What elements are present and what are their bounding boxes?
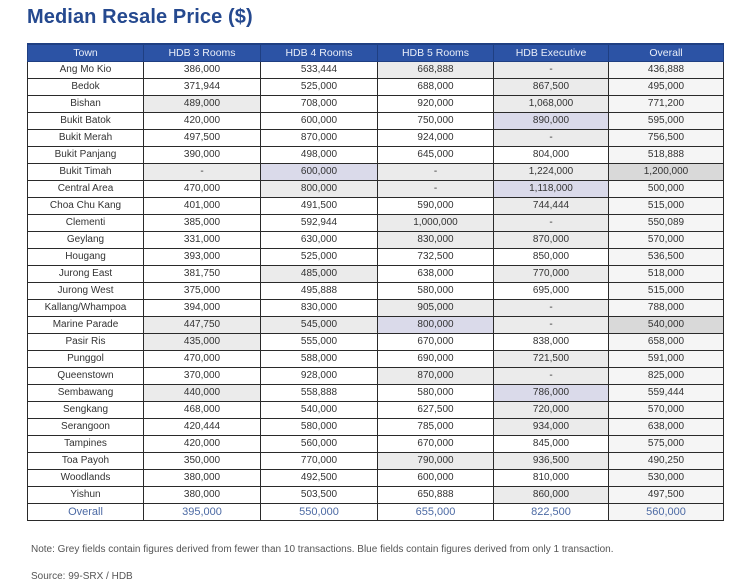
- cell-hdb-4-rooms: 495,888: [261, 283, 378, 300]
- table-row: [28, 181, 724, 198]
- table-row: [28, 351, 724, 368]
- column-header-hdb-3-rooms: HDB 3 Rooms: [144, 44, 261, 62]
- cell-hdb-4-rooms: 498,000: [261, 147, 378, 164]
- cell-hdb-3-rooms: 380,000: [144, 470, 261, 487]
- cell-hdb-5-rooms: 750,000: [378, 113, 494, 130]
- cell-town: Bukit Batok: [28, 113, 144, 130]
- cell-town: Sengkang: [28, 402, 144, 419]
- cell-hdb-5-rooms: 668,888: [378, 62, 494, 79]
- cell-town: Jurong West: [28, 283, 144, 300]
- cell-hdb-4-rooms: 533,444: [261, 62, 378, 79]
- cell-overall: 788,000: [609, 300, 724, 317]
- cell-town: Pasir Ris: [28, 334, 144, 351]
- cell-hdb-3-rooms: 395,000: [144, 504, 261, 521]
- cell-hdb-3-rooms: 331,000: [144, 232, 261, 249]
- table-row: [28, 198, 724, 215]
- cell-hdb-executive: 810,000: [494, 470, 609, 487]
- cell-hdb-3-rooms: 470,000: [144, 181, 261, 198]
- cell-hdb-executive: 822,500: [494, 504, 609, 521]
- cell-town: Overall: [28, 504, 144, 521]
- cell-hdb-5-rooms: 800,000: [378, 317, 494, 334]
- table-row: [28, 436, 724, 453]
- cell-overall: 436,888: [609, 62, 724, 79]
- table-header-row: [28, 44, 724, 62]
- cell-hdb-5-rooms: 638,000: [378, 266, 494, 283]
- cell-hdb-executive: -: [494, 300, 609, 317]
- cell-overall: 518,000: [609, 266, 724, 283]
- table-row: [28, 402, 724, 419]
- column-header-hdb-5-rooms: HDB 5 Rooms: [378, 44, 494, 62]
- cell-hdb-4-rooms: 870,000: [261, 130, 378, 147]
- cell-hdb-executive: -: [494, 215, 609, 232]
- cell-hdb-3-rooms: 350,000: [144, 453, 261, 470]
- cell-hdb-3-rooms: 497,500: [144, 130, 261, 147]
- cell-hdb-3-rooms: 401,000: [144, 198, 261, 215]
- cell-overall: 756,500: [609, 130, 724, 147]
- cell-overall: 540,000: [609, 317, 724, 334]
- cell-hdb-3-rooms: 435,000: [144, 334, 261, 351]
- table-row: [28, 215, 724, 232]
- cell-hdb-4-rooms: 540,000: [261, 402, 378, 419]
- cell-hdb-5-rooms: 732,500: [378, 249, 494, 266]
- page-title: Median Resale Price ($): [27, 6, 253, 28]
- cell-hdb-5-rooms: 830,000: [378, 232, 494, 249]
- table-row: [28, 266, 724, 283]
- cell-overall: 560,000: [609, 504, 724, 521]
- cell-hdb-executive: -: [494, 130, 609, 147]
- cell-hdb-4-rooms: 580,000: [261, 419, 378, 436]
- cell-town: Sembawang: [28, 385, 144, 402]
- cell-hdb-4-rooms: 491,500: [261, 198, 378, 215]
- cell-hdb-5-rooms: -: [378, 181, 494, 198]
- cell-hdb-4-rooms: 503,500: [261, 487, 378, 504]
- cell-town: Woodlands: [28, 470, 144, 487]
- cell-hdb-4-rooms: 550,000: [261, 504, 378, 521]
- cell-town: Marine Parade: [28, 317, 144, 334]
- cell-hdb-4-rooms: 800,000: [261, 181, 378, 198]
- cell-hdb-5-rooms: 580,000: [378, 283, 494, 300]
- cell-hdb-5-rooms: 1,000,000: [378, 215, 494, 232]
- cell-hdb-executive: 786,000: [494, 385, 609, 402]
- cell-hdb-3-rooms: 394,000: [144, 300, 261, 317]
- cell-hdb-5-rooms: 688,000: [378, 79, 494, 96]
- cell-hdb-executive: 1,224,000: [494, 164, 609, 181]
- cell-hdb-5-rooms: 920,000: [378, 96, 494, 113]
- footnote: Note: Grey fields contain figures derived from fewer than 10 transactions. Blue fields contain figures derived from only 1 transaction.: [31, 544, 614, 555]
- cell-town: Ang Mo Kio: [28, 62, 144, 79]
- cell-hdb-3-rooms: 370,000: [144, 368, 261, 385]
- cell-hdb-5-rooms: 924,000: [378, 130, 494, 147]
- column-header-hdb-executive: HDB Executive: [494, 44, 609, 62]
- cell-hdb-4-rooms: 558,888: [261, 385, 378, 402]
- cell-overall: 595,000: [609, 113, 724, 130]
- cell-hdb-3-rooms: 447,750: [144, 317, 261, 334]
- table-row: [28, 113, 724, 130]
- cell-hdb-5-rooms: 590,000: [378, 198, 494, 215]
- cell-overall: 536,500: [609, 249, 724, 266]
- cell-town: Serangoon: [28, 419, 144, 436]
- cell-town: Bukit Merah: [28, 130, 144, 147]
- cell-town: Bukit Panjang: [28, 147, 144, 164]
- table-row: [28, 300, 724, 317]
- cell-town: Kallang/Whampoa: [28, 300, 144, 317]
- cell-hdb-4-rooms: 560,000: [261, 436, 378, 453]
- cell-hdb-executive: 770,000: [494, 266, 609, 283]
- cell-town: Jurong East: [28, 266, 144, 283]
- cell-hdb-5-rooms: 670,000: [378, 334, 494, 351]
- table-row: [28, 385, 724, 402]
- cell-overall: 575,000: [609, 436, 724, 453]
- cell-hdb-5-rooms: 627,500: [378, 402, 494, 419]
- cell-hdb-3-rooms: 390,000: [144, 147, 261, 164]
- cell-hdb-4-rooms: 830,000: [261, 300, 378, 317]
- cell-overall: 825,000: [609, 368, 724, 385]
- cell-overall: 490,250: [609, 453, 724, 470]
- cell-hdb-executive: 744,444: [494, 198, 609, 215]
- table-row: [28, 164, 724, 181]
- cell-town: Geylang: [28, 232, 144, 249]
- column-header-town: Town: [28, 44, 144, 62]
- cell-hdb-executive: 845,000: [494, 436, 609, 453]
- table-row: [28, 79, 724, 96]
- table-row: [28, 368, 724, 385]
- source-credit: Source: 99-SRX / HDB: [31, 571, 133, 582]
- cell-hdb-3-rooms: 468,000: [144, 402, 261, 419]
- cell-hdb-executive: 1,118,000: [494, 181, 609, 198]
- column-header-overall: Overall: [609, 44, 724, 62]
- cell-hdb-3-rooms: 470,000: [144, 351, 261, 368]
- table-row: [28, 232, 724, 249]
- cell-hdb-5-rooms: 790,000: [378, 453, 494, 470]
- cell-hdb-executive: -: [494, 368, 609, 385]
- cell-overall: 550,089: [609, 215, 724, 232]
- cell-hdb-3-rooms: 375,000: [144, 283, 261, 300]
- column-header-hdb-4-rooms: HDB 4 Rooms: [261, 44, 378, 62]
- cell-hdb-3-rooms: 420,000: [144, 113, 261, 130]
- cell-town: Bedok: [28, 79, 144, 96]
- cell-hdb-4-rooms: 630,000: [261, 232, 378, 249]
- table-body: [28, 62, 724, 521]
- cell-town: Bishan: [28, 96, 144, 113]
- cell-hdb-5-rooms: 580,000: [378, 385, 494, 402]
- table-row: [28, 470, 724, 487]
- cell-hdb-4-rooms: 928,000: [261, 368, 378, 385]
- cell-hdb-5-rooms: 600,000: [378, 470, 494, 487]
- cell-town: Queenstown: [28, 368, 144, 385]
- cell-hdb-5-rooms: 905,000: [378, 300, 494, 317]
- cell-hdb-executive: 934,000: [494, 419, 609, 436]
- cell-hdb-executive: -: [494, 317, 609, 334]
- cell-town: Yishun: [28, 487, 144, 504]
- cell-overall: 500,000: [609, 181, 724, 198]
- table-row: [28, 487, 724, 504]
- table-row: [28, 334, 724, 351]
- cell-hdb-5-rooms: 650,888: [378, 487, 494, 504]
- cell-overall: 658,000: [609, 334, 724, 351]
- cell-hdb-executive: 867,500: [494, 79, 609, 96]
- table-row: [28, 419, 724, 436]
- cell-hdb-4-rooms: 708,000: [261, 96, 378, 113]
- table-row: [28, 147, 724, 164]
- cell-overall: 530,000: [609, 470, 724, 487]
- cell-hdb-3-rooms: 420,444: [144, 419, 261, 436]
- cell-hdb-3-rooms: 440,000: [144, 385, 261, 402]
- cell-hdb-5-rooms: 655,000: [378, 504, 494, 521]
- cell-hdb-executive: 720,000: [494, 402, 609, 419]
- cell-hdb-4-rooms: 600,000: [261, 113, 378, 130]
- cell-overall: 497,500: [609, 487, 724, 504]
- cell-town: Tampines: [28, 436, 144, 453]
- cell-hdb-executive: 890,000: [494, 113, 609, 130]
- cell-hdb-5-rooms: 645,000: [378, 147, 494, 164]
- cell-hdb-4-rooms: 555,000: [261, 334, 378, 351]
- cell-overall: 1,200,000: [609, 164, 724, 181]
- cell-hdb-executive: 804,000: [494, 147, 609, 164]
- cell-hdb-executive: -: [494, 62, 609, 79]
- cell-overall: 591,000: [609, 351, 724, 368]
- cell-hdb-5-rooms: 870,000: [378, 368, 494, 385]
- cell-overall: 515,000: [609, 198, 724, 215]
- cell-overall: 638,000: [609, 419, 724, 436]
- cell-overall: 515,000: [609, 283, 724, 300]
- cell-hdb-3-rooms: 420,000: [144, 436, 261, 453]
- cell-town: Bukit Timah: [28, 164, 144, 181]
- cell-hdb-executive: 850,000: [494, 249, 609, 266]
- cell-hdb-executive: 870,000: [494, 232, 609, 249]
- cell-town: Central Area: [28, 181, 144, 198]
- cell-hdb-4-rooms: 492,500: [261, 470, 378, 487]
- cell-overall: 518,888: [609, 147, 724, 164]
- cell-hdb-4-rooms: 485,000: [261, 266, 378, 283]
- cell-hdb-executive: 936,500: [494, 453, 609, 470]
- cell-hdb-4-rooms: 525,000: [261, 249, 378, 266]
- table-row: [28, 249, 724, 266]
- cell-town: Clementi: [28, 215, 144, 232]
- cell-hdb-4-rooms: 770,000: [261, 453, 378, 470]
- cell-hdb-4-rooms: 525,000: [261, 79, 378, 96]
- cell-hdb-3-rooms: 393,000: [144, 249, 261, 266]
- resale-price-table: [27, 43, 724, 521]
- cell-hdb-4-rooms: 588,000: [261, 351, 378, 368]
- table-row: [28, 283, 724, 300]
- cell-hdb-3-rooms: 385,000: [144, 215, 261, 232]
- cell-hdb-3-rooms: 371,944: [144, 79, 261, 96]
- table-row: [28, 130, 724, 147]
- cell-hdb-4-rooms: 592,944: [261, 215, 378, 232]
- cell-hdb-4-rooms: 600,000: [261, 164, 378, 181]
- cell-hdb-5-rooms: -: [378, 164, 494, 181]
- table-row: [28, 96, 724, 113]
- cell-hdb-4-rooms: 545,000: [261, 317, 378, 334]
- cell-hdb-executive: 838,000: [494, 334, 609, 351]
- cell-hdb-5-rooms: 785,000: [378, 419, 494, 436]
- table-row: [28, 317, 724, 334]
- cell-hdb-3-rooms: 381,750: [144, 266, 261, 283]
- cell-hdb-executive: 721,500: [494, 351, 609, 368]
- cell-town: Hougang: [28, 249, 144, 266]
- table-row: [28, 453, 724, 470]
- cell-town: Toa Payoh: [28, 453, 144, 470]
- cell-hdb-3-rooms: 489,000: [144, 96, 261, 113]
- cell-hdb-3-rooms: 380,000: [144, 487, 261, 504]
- cell-town: Punggol: [28, 351, 144, 368]
- cell-hdb-3-rooms: 386,000: [144, 62, 261, 79]
- cell-overall: 559,444: [609, 385, 724, 402]
- cell-hdb-executive: 1,068,000: [494, 96, 609, 113]
- cell-hdb-executive: 860,000: [494, 487, 609, 504]
- cell-overall: 570,000: [609, 402, 724, 419]
- cell-hdb-executive: 695,000: [494, 283, 609, 300]
- cell-overall: 570,000: [609, 232, 724, 249]
- cell-overall: 495,000: [609, 79, 724, 96]
- cell-town: Choa Chu Kang: [28, 198, 144, 215]
- table-row-overall: [28, 504, 724, 521]
- cell-hdb-3-rooms: -: [144, 164, 261, 181]
- table-row: [28, 62, 724, 79]
- cell-hdb-5-rooms: 690,000: [378, 351, 494, 368]
- cell-hdb-5-rooms: 670,000: [378, 436, 494, 453]
- cell-overall: 771,200: [609, 96, 724, 113]
